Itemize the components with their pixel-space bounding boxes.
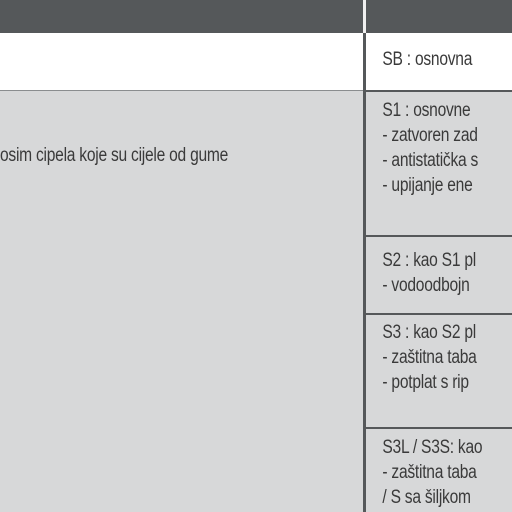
cell-line: / S sa šiljkom [382, 487, 471, 508]
cell-line: - zaštitna taba [382, 347, 477, 368]
cell-line: - vodoodbojn [382, 275, 470, 296]
cell-line: S3 : kao S2 pl [382, 322, 476, 343]
table-cell-s3 [366, 315, 512, 427]
cell-line: - potplat s rip [382, 372, 469, 393]
table-header-right [366, 0, 512, 33]
header-divider [363, 0, 366, 33]
table-header-left [0, 0, 363, 33]
cell-line: S3L / S3S: kao [382, 437, 483, 458]
cell-line: S1 : osnovne [382, 100, 471, 121]
cell-line: - upijanje ene [382, 175, 473, 196]
cell-text: osim cipela koje su cijele od gume [0, 145, 229, 166]
table-cell-s2 [366, 237, 512, 313]
table-cell-left-1 [0, 33, 363, 91]
table-cell-sb [366, 33, 512, 91]
table-cell-s3l [366, 429, 512, 512]
cell-line: - zatvoren zad [382, 125, 478, 146]
cell-line: - antistatička s [382, 150, 479, 171]
cell-line: - zaštitna taba [382, 462, 477, 483]
cell-line: S2 : kao S1 pl [382, 250, 476, 271]
table-cell-s1 [366, 92, 512, 235]
cell-line: SB : osnovna [382, 49, 473, 70]
